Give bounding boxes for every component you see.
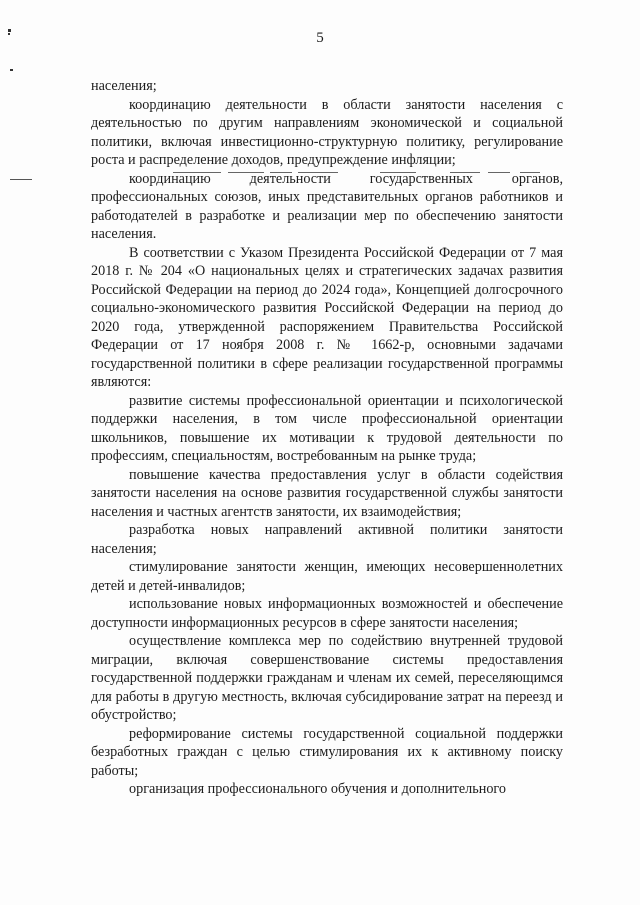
paragraph: координацию деятельности государственных органов, профессиональных союзов, иных представительных органов работников и работодателей в разработке и реализации мер по обеспечению занятости населения.	[91, 170, 563, 242]
paragraph: развитие системы профессиональной ориентации и психологической поддержки населения, в том числе профессиональной ориентации школьников, повышение их мотивации к трудовой деятельности по профессиям, специальностям, востребованным на рынке труда;	[91, 392, 563, 464]
paragraph: повышение качества предоставления услуг в области содействия занятости населения на основе развития государственной службы занятости населения и частных агентств занятости, их взаимодействия;	[91, 466, 563, 520]
paragraph: использование новых информационных возможностей и обеспечение доступности информационных ресурсов в сфере занятости населения;	[91, 596, 563, 631]
paragraph: разработка новых направлений активной политики занятости населения;	[91, 522, 563, 557]
paragraph: осуществление комплекса мер по содействию внутренней трудовой миграции, включая совершенствование системы предоставления государственной поддержки гражданам и членам их семей, переселяющимся для работы в другую местность, включая субсидирование затрат на переезд и обустройство;	[91, 633, 563, 723]
paragraph-continuation: населения;	[91, 78, 157, 94]
body-text	[91, 77, 563, 799]
page-number: 5	[316, 30, 324, 46]
scan-mark	[10, 69, 13, 71]
paragraph: стимулирование занятости женщин, имеющих несовершеннолетних детей и детей-инвалидов;	[91, 559, 563, 594]
paragraph: координацию деятельности в области занятости населения с деятельностью по другим направлениям экономической и социальной политики, включая инвестиционно-структурную политику, регулирование роста и распределение доходов, предупреждение инфляции;	[91, 96, 563, 168]
paragraph: организация профессионального обучения и дополнительного	[129, 781, 506, 797]
scan-mark	[10, 179, 32, 180]
paragraph: В соответствии с Указом Президента Российской Федерации от 7 мая 2018 г. № 204 «О национальных целях и стратегических задачах развития Российской Федерации на период до 2024 года», Концепцией долгосрочного социально-экономического развития Российской Федерации на период до 2020 года, утвержденной распоряжением Правительства Российской Федерации от 17 ноября 2008 г. № 1662-р, основными задачами государственной политики в сфере реализации государственной программы являются:	[91, 244, 563, 390]
paragraph: реформирование системы государственной социальной поддержки безработных граждан с целью стимулирования их к активному поиску работы;	[91, 725, 563, 779]
